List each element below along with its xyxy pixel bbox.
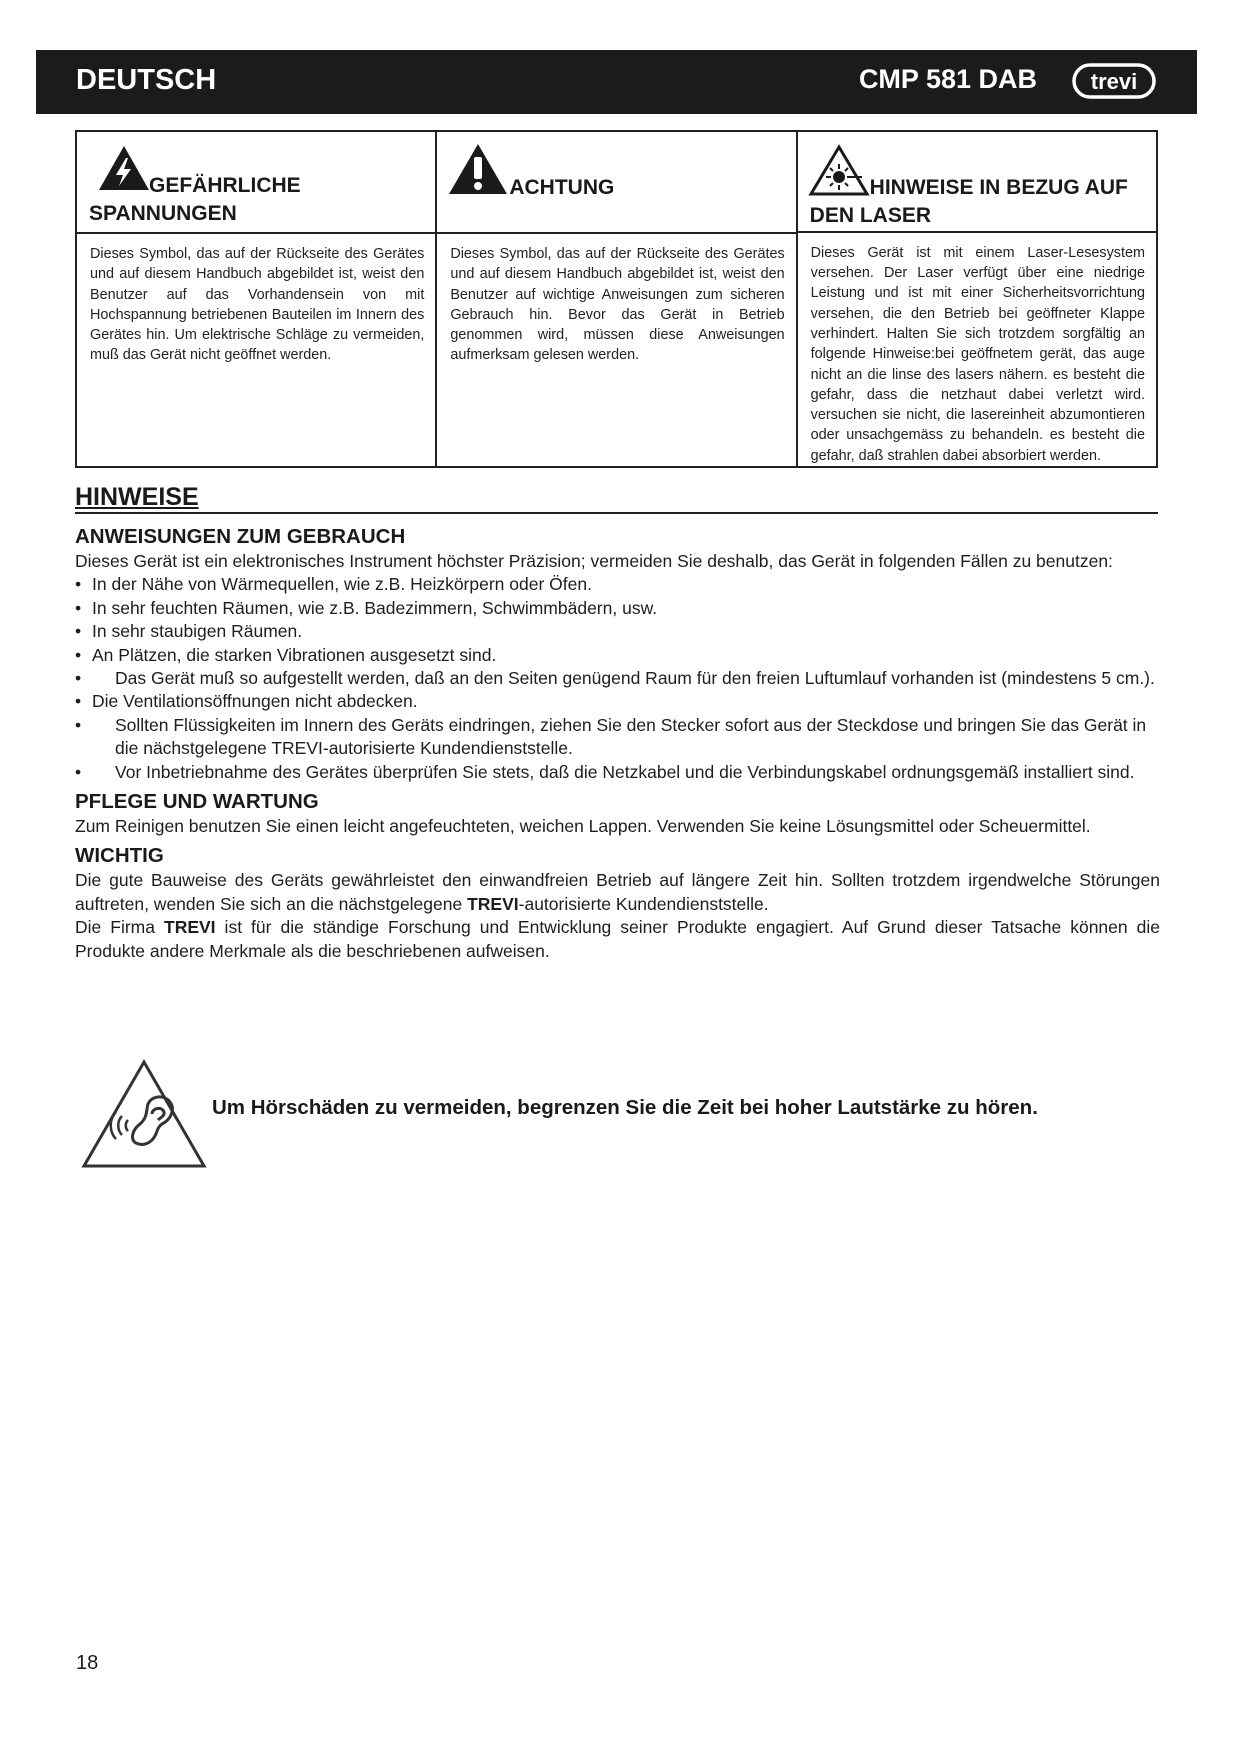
important-p1-text-end: -autorisierte Kundendienststelle.	[518, 893, 769, 914]
language-label: DEUTSCH	[76, 64, 217, 96]
warning-head	[77, 132, 435, 234]
warning-title-line1: HINWEISE IN BEZUG AUF	[869, 176, 1128, 199]
list-item: • In sehr staubigen Räumen.	[75, 620, 1160, 643]
list-item: • In sehr feuchten Räumen, wie z.B. Badezimmern, Schwimmbädern, usw.	[75, 597, 1160, 620]
trevi-logo-text: trevi	[1090, 69, 1138, 94]
warning-table	[75, 130, 1158, 468]
usage-heading: ANWEISUNGEN ZUM GEBRAUCH	[75, 525, 406, 548]
warning-caution	[437, 132, 797, 466]
hearing-warning-text: Um Hörschäden zu vermeiden, begrenzen Sie die Zeit bei hoher Lautstärke zu hören.	[212, 1096, 1038, 1119]
warning-head	[437, 132, 795, 234]
warning-text: Dieses Symbol, das auf der Rückseite des Gerätes und auf diesem Handbuch abgebildet ist, weist den Benutzer auf wichtige Anweisungen zum sicheren Gebrauch hin. Bevor das Gerät in Betrieb genommen wird, müssen diese Anweisungen aufmerksam gelesen werden.	[450, 246, 785, 364]
list-item: • Sollten Flüssigkeiten im Innern des Geräts eindringen, ziehen Sie den Stecker sofort aus der Steckdose und bringen Sie das Gerät in die nächstgelegene TREVI-autorisierte Kundendienststelle.	[75, 714, 1160, 761]
important-p2-text: Die Firma	[75, 917, 164, 938]
warning-high-voltage	[77, 132, 437, 466]
warning-title-line1: GEFÄHRLICHE	[149, 174, 301, 197]
list-item: • Das Gerät muß so aufgestellt werden, daß an den Seiten genügend Raum für den freien Luftumlauf vorhanden ist (mindestens 5 cm.).	[75, 667, 1160, 690]
brand-name: TREVI	[467, 893, 519, 914]
warning-text: Dieses Gerät ist mit einem Laser-Lesesystem versehen. Der Laser verfügt über eine niedrige Leistung und ist mit einer Sicherheitsvorrichtung versehen, die den Betrieb bei geöffneter Klappe verhindert. Halten Sie sich trotzdem sorgfältig an folgende Hinweise:bei geöffnetem gerät, das auge nicht an die linse des lasers nähern. es besteht die gefahr, dass die netzhaut dabei verletzt wird. versuchen sie nicht, die lasereinheit abzumontieren oder unsachgemäss zu behandeln. es besteht die gefahr, daß strahlen dabei absorbiert werden.	[810, 244, 1145, 464]
page-header	[36, 50, 1197, 114]
care-text: Zum Reinigen benutzen Sie einen leicht angefeuchteten, weichen Lappen. Verwenden Sie keine Lösungsmittel oder Scheuermittel.	[75, 816, 1091, 837]
page-number: 18	[76, 1652, 99, 1674]
important-p1-text: Die gute Bauweise des Geräts gewährleistet den einwandfreien Betrieb auf längere Zeit hin. Sollten trotzdem irgendwelche Störungen auftreten, wenden Sie sich an die nächstgelegene	[75, 870, 1160, 914]
model-label: CMP 581 DAB	[858, 64, 1037, 94]
list-item: • In der Nähe von Wärmequellen, wie z.B. Heizkörpern oder Öfen.	[75, 573, 1160, 596]
usage-intro: Dieses Gerät ist ein elektronisches Instrument höchster Präzision; vermeiden Sie deshalb, das Gerät in folgenden Fällen zu benutzen:	[75, 551, 1113, 571]
list-item: • Die Ventilationsöffnungen nicht abdecken.	[75, 690, 1160, 713]
important-paragraph-2	[75, 916, 1160, 963]
hinweise-content	[75, 523, 1160, 963]
usage-list	[75, 573, 1160, 784]
important-heading: WICHTIG	[75, 844, 164, 868]
hinweise-title-text: HINWEISE	[75, 483, 199, 511]
warning-head	[798, 132, 1156, 233]
laser-warning-icon	[808, 144, 870, 196]
care-heading: PFLEGE UND WARTUNG	[75, 790, 319, 814]
lightning-warning-icon	[97, 144, 151, 192]
brand-name: TREVI	[164, 917, 216, 938]
important-paragraph-1	[75, 869, 1160, 916]
hearing-damage-icon	[80, 1058, 208, 1170]
list-item: • An Plätzen, die starken Vibrationen ausgesetzt sind.	[75, 644, 1160, 667]
warning-title-line1: ACHTUNG	[509, 176, 615, 199]
important-p2-text-end: ist für die ständige Forschung und Entwicklung seiner Produkte engagiert. Auf Grund dieser Tatsache können die Produkte andere Merkmale als die beschriebenen aufweisen.	[75, 917, 1160, 961]
trevi-logo	[1071, 62, 1157, 100]
warning-title-line2: SPANNUNGEN	[89, 202, 237, 225]
warning-laser	[798, 132, 1156, 466]
hinweise-title	[75, 482, 1158, 514]
warning-title-line2: DEN LASER	[809, 204, 932, 227]
warning-text: Dieses Symbol, das auf der Rückseite des Gerätes und auf diesem Handbuch abgebildet ist, weist den Benutzer auf das Vorhandensein von mit Hochspannung betriebenen Bauteilen im Innern des Gerätes hin. Um elektrische Schläge zu vermeiden, muß das Gerät nicht geöffnet werden.	[90, 246, 425, 364]
list-item: • Vor Inbetriebnahme des Gerätes überprüfen Sie stets, daß die Netzkabel und die Verbindungskabel ordnungsgemäß installiert sind.	[75, 761, 1160, 784]
exclamation-warning-icon	[447, 142, 509, 196]
